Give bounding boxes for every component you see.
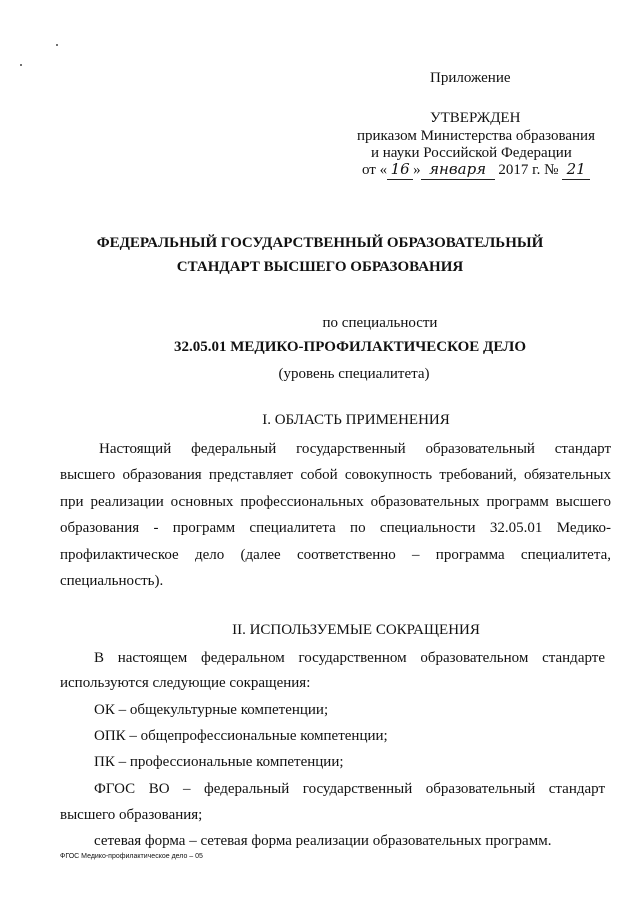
abbreviation-item: ОК – общекультурные компетенции; (94, 702, 329, 718)
date-prefix: от « (362, 162, 388, 178)
order-line-1: приказом Министерства образования (357, 128, 595, 144)
appendix-label: Приложение (430, 70, 511, 86)
section-1-line: профилактическое дело (далее соответственно – программа специалитета, (60, 547, 611, 563)
scan-speck (56, 44, 58, 46)
section-1-heading: I. ОБЛАСТЬ ПРИМЕНЕНИЯ (262, 412, 450, 428)
network-form-item: сетевая форма – сетевая форма реализации образовательных программ. (94, 833, 552, 849)
order-number-handwritten: 21 (562, 159, 590, 180)
date-mid: » (413, 162, 421, 178)
fgos-line-1: ФГОС ВО – федеральный государственный образовательный стандарт (94, 781, 605, 797)
section-2-intro-line-1: В настоящем федеральном государственном образовательном стандарте (94, 650, 605, 666)
section-1-line: Настоящий федеральный государственный образовательный стандарт (99, 441, 611, 457)
order-date-line (362, 159, 590, 180)
section-1-line: образования - программ специалитета по специальности 32.05.01 Медико- (60, 520, 611, 536)
by-specialty-label: по специальности (322, 315, 438, 331)
specialty-name: 32.05.01 МЕДИКО-ПРОФИЛАКТИЧЕСКОЕ ДЕЛО (173, 339, 526, 355)
date-year: 2017 г. № (498, 162, 559, 178)
date-month-handwritten: января (421, 159, 495, 180)
scan-speck (20, 64, 22, 66)
abbreviation-item: ОПК – общепрофессиональные компетенции; (94, 728, 388, 744)
section-1-line: специальность). (60, 573, 164, 589)
section-2-heading: II. ИСПОЛЬЗУЕМЫЕ СОКРАЩЕНИЯ (232, 622, 480, 638)
date-day-handwritten: 16 (387, 159, 413, 180)
section-1-line: высшего образования представляет собой совокупность требований, обязательных (60, 467, 611, 483)
document-title-line-1: ФЕДЕРАЛЬНЫЙ ГОСУДАРСТВЕННЫЙ ОБРАЗОВАТЕЛЬНЫЙ (96, 235, 544, 251)
order-line-2: и науки Российской Федерации (371, 145, 572, 161)
section-1-line: при реализации основных профессиональных образовательных программ высшего (60, 494, 611, 510)
section-2-intro-line-2: используются следующие сокращения: (60, 675, 311, 691)
fgos-line-2: высшего образования; (60, 807, 203, 823)
page-footer: ФГОС Медико-профилактическое дело – 05 (60, 853, 203, 860)
approved-label: УТВЕРЖДЕН (430, 110, 521, 126)
document-title-line-2: СТАНДАРТ ВЫСШЕГО ОБРАЗОВАНИЯ (176, 259, 464, 275)
abbreviation-item: ПК – профессиональные компетенции; (94, 754, 344, 770)
level-label: (уровень специалитета) (278, 366, 430, 382)
